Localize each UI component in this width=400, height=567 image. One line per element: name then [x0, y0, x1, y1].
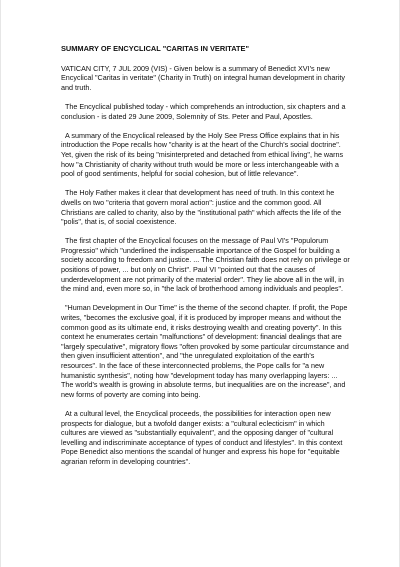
paragraph-dateline: VATICAN CITY, 7 JUL 2009 (VIS) - Given below is a summary of Benedict XVI's new Encyclical "Caritas in veritate" (Charity in Truth) on integral human development in charity and truth.	[61, 63, 345, 92]
document-title: SUMMARY OF ENCYCLICAL "CARITAS IN VERITATE"	[61, 44, 249, 53]
paragraph-introduction: A summary of the Encyclical released by the Holy See Press Office explains that in his introduction the Pope recalls how "charity is at the heart of the Church's social doctrine". Yet, given the risk of its being "misinterpreted and detached from ethical living", he warns how "a Christianity of charity without truth would be more or less interchangeable with a pool of good sentiments, helpful for social cohesion, but of little relevance".	[61, 130, 344, 179]
paragraph-structure: The Encyclical published today - which comprehends an introduction, six chapters and a conclusion - is dated 29 June 2009, Solemnity of Sts. Peter and Paul, Apostles.	[61, 101, 346, 121]
document-body	[61, 44, 351, 476]
paragraph-truth-development: The Holy Father makes it clear that development has need of truth. In this context he dwells on two "criteria that govern moral action": justice and the common good. All Christians are called to charity, also by the "institutional path" which affects the life of the "polis", that is, of social coexistence.	[61, 188, 342, 227]
paragraph-chapter-two: "Human Development in Our Time" is the theme of the second chapter. If profit, the Pope writes, "becomes the exclusive goal, if it is produced by improper means and without the common good as its ultimate end, it risks destroying wealth and creating poverty". In this context he enumerates certain "malfunctions" of development: financial dealings that are "largely speculative", migratory flows "often provoked by some particular circumstance and then given insufficient attention", and "the unregulated exploitation of the earth's resources". In the face of these interconnected problems, the Pope calls for "a new humanistic synthesis", noting how "development today has many overlapping layers: ... The world's wealth is growing in absolute terms, but inequalities are on the increase", and new forms of poverty are coming into being.	[61, 303, 349, 399]
paragraph-cultural-level: At a cultural level, the Encyclical proceeds, the possibilities for interaction open new prospects for dialogue, but a twofold danger exists: a "cultural eclecticism" in which cultures are viewed as "substantially equivalent", and the opposing danger of "cultural levelling and indiscriminate acceptance of types of conduct and lifestyles". In this context Pope Benedict also mentions the scandal of hunger and express his hope for "equitable agrarian reform in developing countries".	[61, 408, 343, 466]
paragraph-chapter-one: The first chapter of the Encyclical focuses on the message of Paul VI's "Populorum Progressio" which "underlined the indispensable importance of the Gospel for building a society according to freedom and justice. ... The Christian faith does not rely on privilege or positions of power, ... but only on Christ". Paul VI "pointed out that the causes of underdevelopment are not primarily of the material order". They lie above all in the will, in the mind and, even more so, in "the lack of brotherhood among individuals and peoples".	[61, 236, 350, 294]
